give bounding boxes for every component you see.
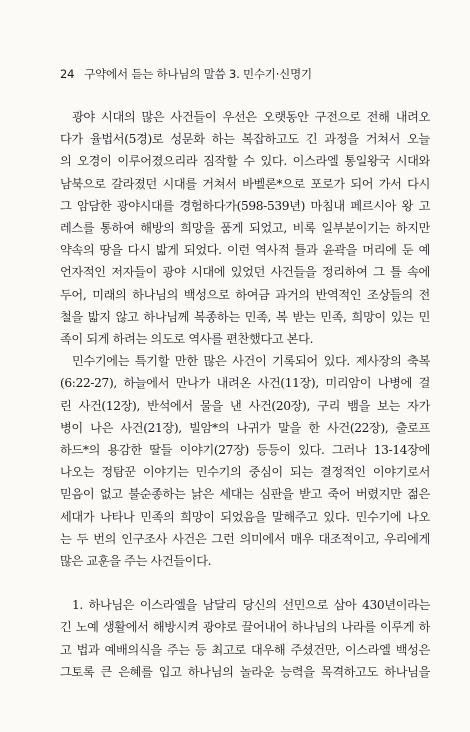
text-line: 남북으로 갈라졌던 시대를 거쳐서 바벨론*으로 포로가 되어 가서 다시 [60,176,430,191]
text-line: 다가 율법서(5경)로 성문화 하는 복잡하고도 긴 과정을 거쳐서 오늘 [60,132,430,147]
text-line: 철을 밟지 않고 하나님께 복종하는 민족, 복 받는 민족, 희망이 있는 민 [60,309,430,324]
text-line: 병이 나은 사건(21장), 빌암*의 나귀가 말을 한 사건(22장), 출로프 [60,420,430,435]
text-line: 약속의 땅을 다시 밟게 되었다. 이런 역사적 틀과 윤곽을 머리에 둔 예 [60,243,430,258]
text-line: 의 오경이 이루어졌으리라 짐작할 수 있다. 이스라엘 통일왕국 시대와 [60,154,430,169]
body-text [60,106,430,683]
text-line: 민수기에는 특기할 만한 많은 사건이 기록되어 있다. 제사장의 축복 [72,354,430,369]
running-header [60,66,440,82]
text-line: 고 법과 예배의식을 주는 등 최고로 대우해 주셨건만, 이스라엘 백성은 [60,642,430,657]
text-line: 광야 시대의 많은 사건들이 우선은 오랫동안 구전으로 전해 내려오 [72,110,430,124]
paragraph [60,106,430,350]
text-line: 세대가 나타나 민족의 희망이 되었음을 말해주고 있다. 민수기에 나오 [60,509,430,524]
page-number: 24 [60,67,75,81]
text-line: 두어, 미래의 하나님의 백성으로 하여금 과거의 반역적인 조상들의 전 [60,287,430,302]
text-line: 린 사건(12장), 반석에서 물을 낸 사건(20장), 구리 뱀을 보는 자가 [60,398,430,413]
text-line: 족이 되게 하려는 의도로 역사를 편찬했다고 본다. [60,332,314,347]
text-line: 그 암담한 광야시대를 경험하다가(598-539년) 마침내 페르시아 왕 고 [60,198,430,213]
text-line: 1. 하나님은 이스라엘을 남달리 당신의 선민으로 삼아 430년이라는 [72,598,430,613]
text-line: 는 두 번의 인구조사 사건은 그런 의미에서 매우 대조적이고, 우리에게 [60,531,430,546]
text-line: 긴 노예 생활에서 해방시켜 광야로 끌어내어 하나님의 나라를 이루게 하 [60,620,430,635]
running-title: 구약에서 듣는 하나님의 말씀 3. 민수기·신명기 [84,67,312,81]
text-line: (6:22-27), 하늘에서 만나가 내려온 사건(11장), 미리암이 나병에 걸 [60,376,430,391]
text-line: 그토록 큰 은혜를 입고 하나님의 놀라운 능력을 목격하고도 하나님을 [60,664,430,679]
text-line: 레스를 통하여 해방의 희망을 품게 되었고, 비록 일부분이기는 하지만 [60,221,430,236]
paragraph [60,350,430,572]
text-line: 하드*의 용감한 딸들 이야기(27장) 등등이 있다. 그러나 13-14장에 [60,443,430,458]
paragraph-gap [60,572,430,594]
text-line: 많은 교훈을 주는 사건들이다. [60,554,212,569]
text-line: 믿음이 없고 불순종하는 낡은 세대는 심판을 받고 죽어 버렸지만 젊은 [60,487,430,502]
text-line: 나오는 정탐꾼 이야기는 민수기의 중심이 되는 결정적인 이야기로서 [60,465,430,480]
paragraph [60,594,430,683]
text-line: 언자적인 저자들이 광야 시대에 있었던 사건들을 정리하여 그 틀 속에 [60,265,430,280]
